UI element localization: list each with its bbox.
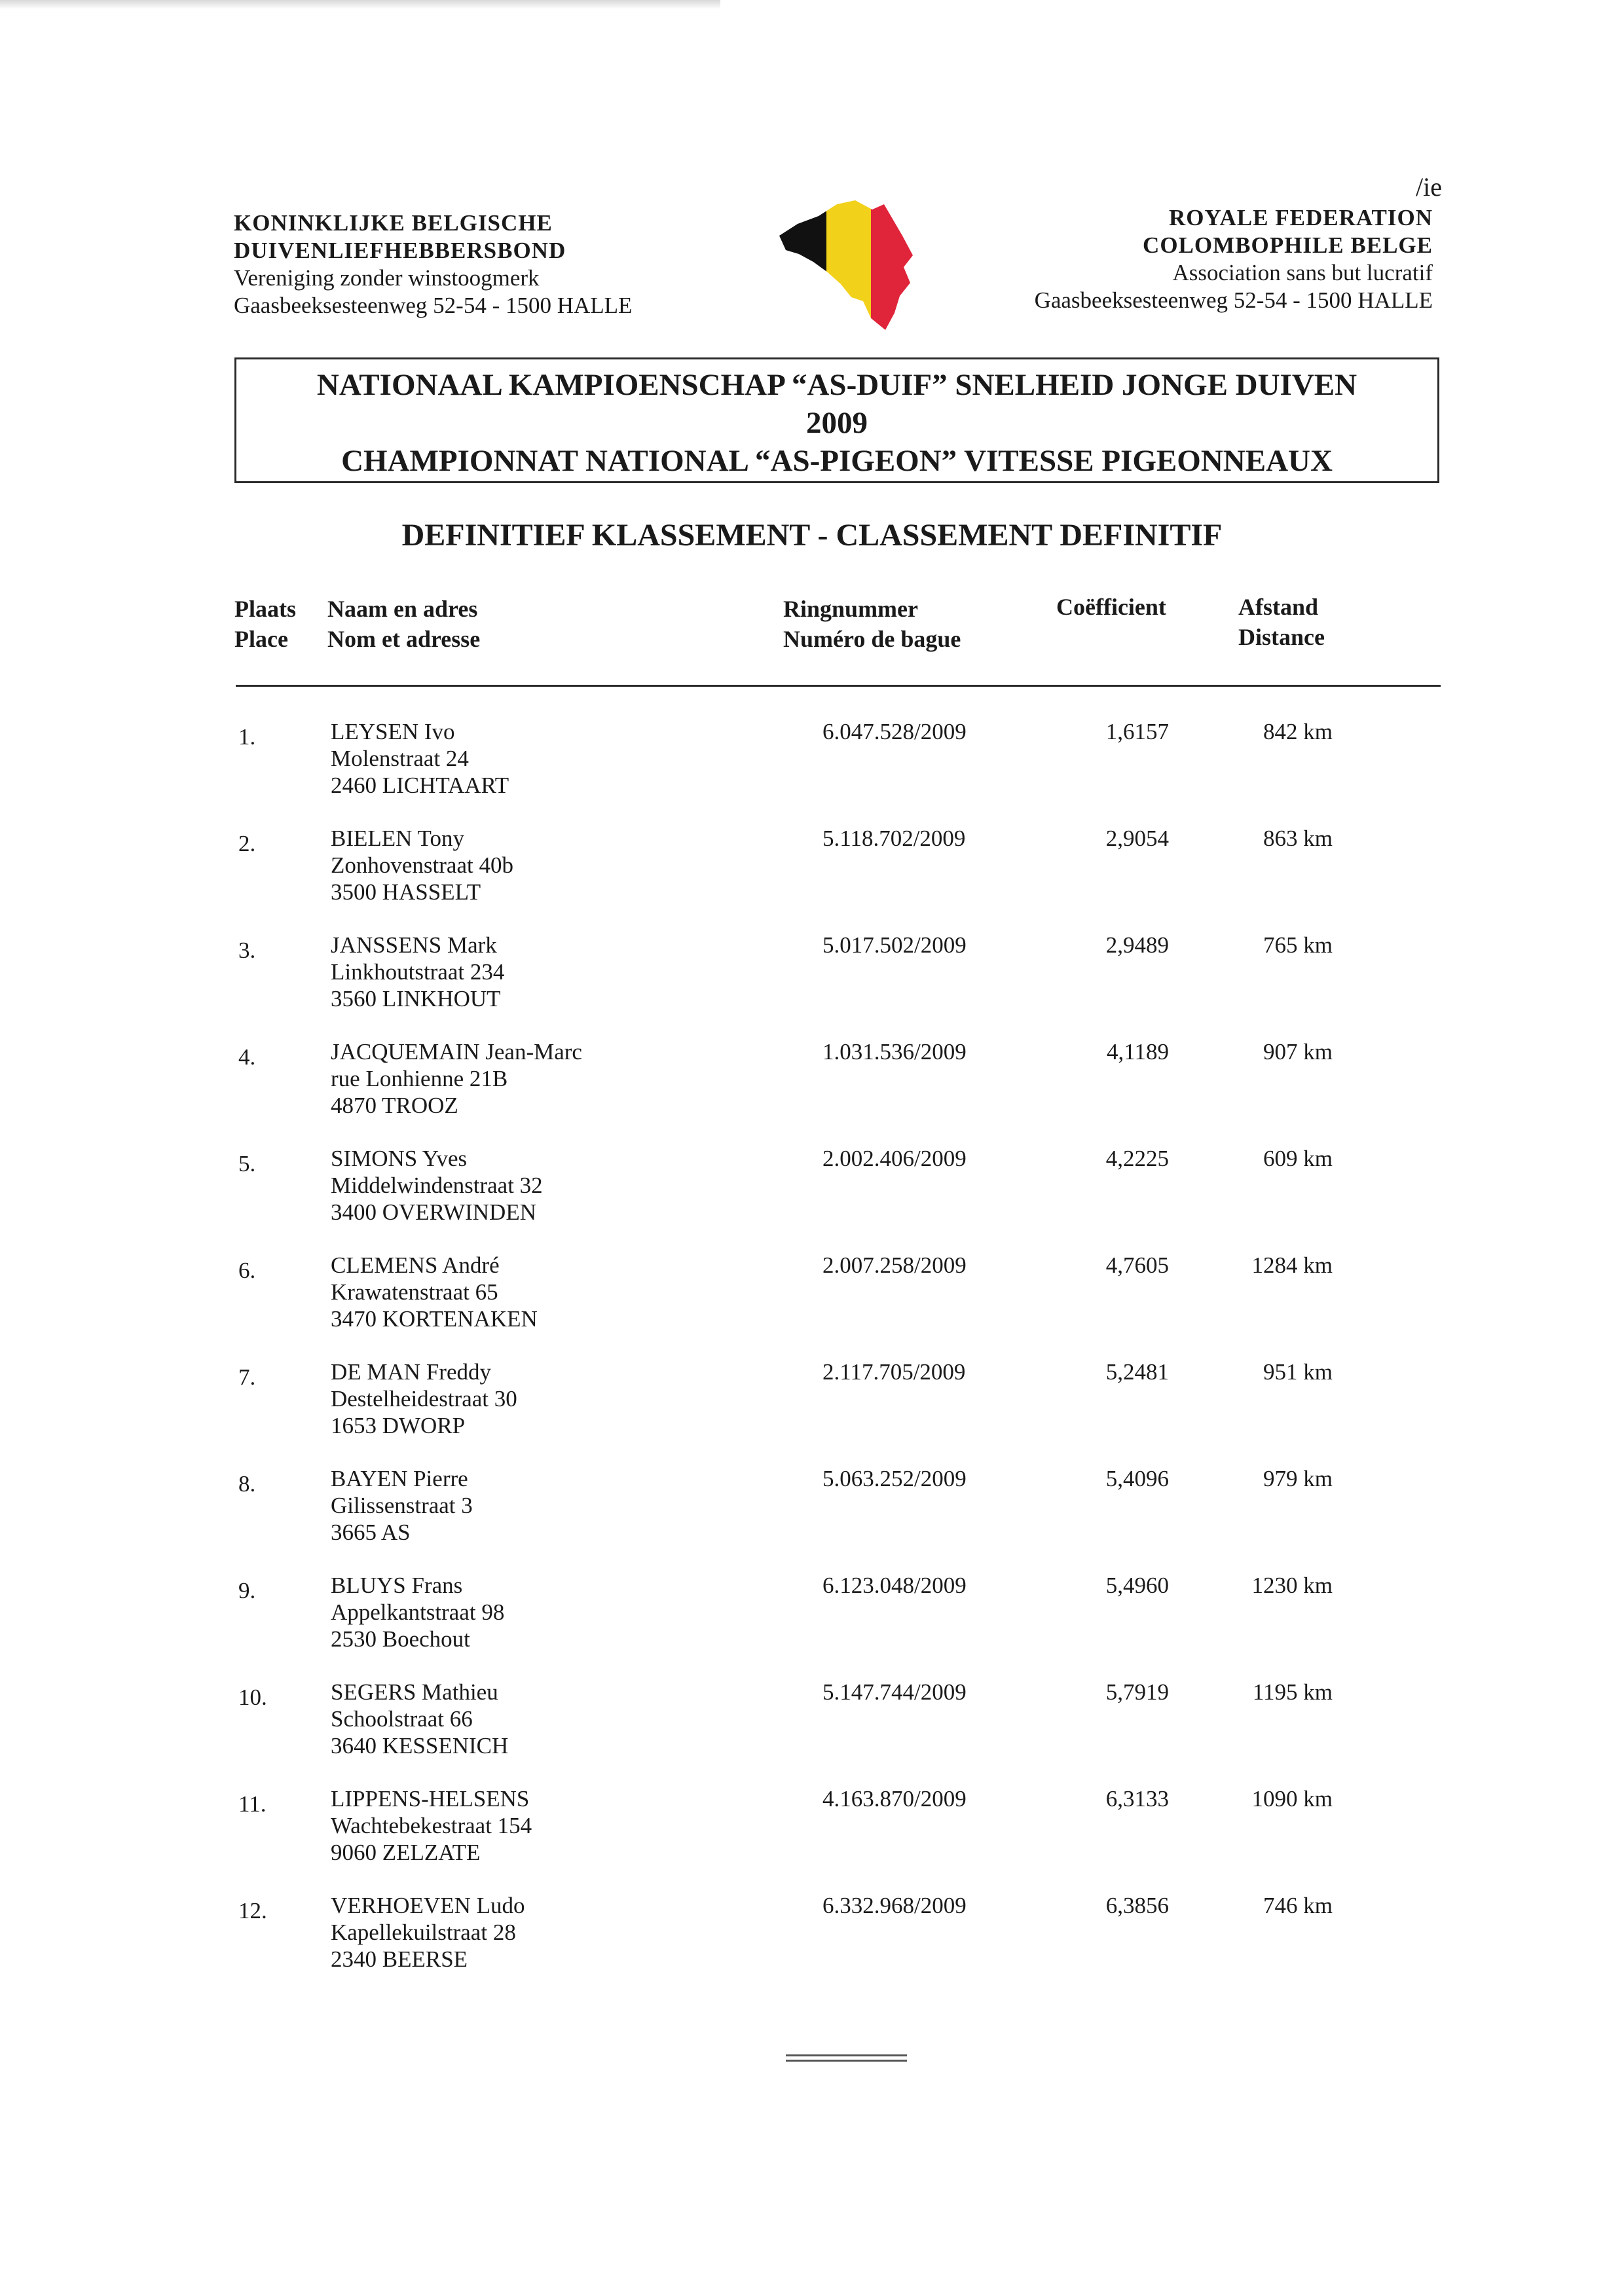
table-row — [0, 718, 1624, 823]
row-city: 2530 Boechout — [331, 1626, 470, 1652]
row-coefficient: 4,7605 — [1105, 1252, 1169, 1278]
row-city: 3500 HASSELT — [331, 879, 481, 905]
org-right-name-line1: ROYALE FEDERATION — [1168, 205, 1433, 230]
row-distance: 1284 km — [1251, 1252, 1333, 1278]
row-name: BIELEN Tony — [331, 826, 464, 851]
scan-edge-shadow — [0, 0, 720, 9]
org-right-address: Gaasbeeksesteenweg 52-54 - 1500 HALLE — [1034, 287, 1433, 313]
row-ring-number: 5.017.502/2009 — [822, 932, 967, 958]
row-name-address — [331, 932, 504, 1012]
row-place: 1. — [238, 724, 256, 750]
row-coefficient: 5,2481 — [1105, 1359, 1169, 1385]
row-distance: 746 km — [1263, 1893, 1333, 1918]
row-street: Gilissenstraat 3 — [331, 1493, 473, 1518]
row-coefficient: 5,4960 — [1105, 1573, 1169, 1598]
org-left-name-line1: KONINKLIJKE BELGISCHE — [234, 210, 553, 236]
row-name-address — [331, 825, 513, 905]
table-row — [0, 1038, 1624, 1143]
header-ring-nl: Ringnummer — [783, 596, 918, 622]
row-distance: 1230 km — [1251, 1573, 1333, 1598]
org-left-name-line2: DUIVENLIEFHEBBERSBOND — [234, 238, 566, 263]
row-city: 2460 LICHTAART — [331, 773, 509, 798]
row-place: 3. — [238, 938, 256, 963]
row-name: BLUYS Frans — [331, 1573, 463, 1598]
row-coefficient: 6,3133 — [1105, 1786, 1169, 1812]
header-distance-fr: Distance — [1238, 624, 1325, 650]
header-divider — [236, 685, 1441, 687]
row-city: 1653 DWORP — [331, 1413, 466, 1438]
row-coefficient: 5,4096 — [1105, 1466, 1169, 1491]
row-ring-number: 2.002.406/2009 — [822, 1146, 967, 1171]
header-ring-fr: Numéro de bague — [783, 626, 961, 652]
belgium-map-flag-icon — [773, 198, 930, 332]
row-distance: 765 km — [1263, 932, 1333, 958]
row-name-address — [331, 1572, 504, 1652]
row-city: 3400 OVERWINDEN — [331, 1199, 536, 1225]
row-name-address — [331, 1038, 582, 1119]
row-name: VERHOEVEN Ludo — [331, 1893, 525, 1918]
row-name-address — [331, 1145, 543, 1226]
row-coefficient: 4,1189 — [1107, 1039, 1169, 1065]
row-street: Schoolstraat 66 — [331, 1706, 473, 1732]
row-coefficient: 2,9054 — [1105, 826, 1169, 851]
table-row — [0, 1145, 1624, 1250]
row-ring-number: 1.031.536/2009 — [822, 1039, 967, 1065]
header-coefficient — [1056, 592, 1166, 622]
row-city: 2340 BEERSE — [331, 1946, 468, 1972]
row-coefficient: 1,6157 — [1105, 719, 1169, 744]
row-name-address — [331, 1679, 508, 1759]
row-place: 4. — [238, 1044, 256, 1070]
row-street: Krawatenstraat 65 — [331, 1279, 498, 1305]
table-row — [0, 825, 1624, 930]
row-place: 10. — [238, 1685, 267, 1710]
row-ring-number: 4.163.870/2009 — [822, 1786, 967, 1812]
header-name-fr: Nom et adresse — [327, 626, 481, 652]
org-right-type: Association sans but lucratif — [1172, 260, 1433, 285]
row-coefficient: 4,2225 — [1105, 1146, 1169, 1171]
row-place: 2. — [238, 831, 256, 856]
row-distance: 842 km — [1263, 719, 1333, 744]
row-city: 3470 KORTENAKEN — [331, 1306, 538, 1332]
row-distance: 863 km — [1263, 826, 1333, 851]
row-street: Destelheidestraat 30 — [331, 1386, 517, 1412]
row-coefficient: 6,3856 — [1105, 1893, 1169, 1918]
reference-code: /ie — [1416, 172, 1442, 202]
row-ring-number: 2.117.705/2009 — [822, 1359, 966, 1385]
row-name: LEYSEN Ivo — [331, 719, 455, 744]
org-right-block — [1035, 204, 1433, 314]
row-name: SIMONS Yves — [331, 1146, 468, 1171]
title-dutch: NATIONAAL KAMPIOENSCHAP “AS-DUIF” SNELHEID JONGE DUIVEN — [316, 368, 1357, 402]
row-street: Molenstraat 24 — [331, 746, 469, 771]
table-row — [0, 932, 1624, 1036]
row-name: CLEMENS André — [331, 1252, 500, 1278]
end-of-list-divider — [786, 2054, 907, 2062]
row-distance: 1195 km — [1252, 1679, 1333, 1705]
row-name: SEGERS Mathieu — [331, 1679, 498, 1705]
row-city: 3665 AS — [331, 1520, 411, 1545]
header-place — [234, 594, 296, 654]
header-name — [327, 594, 480, 654]
header-distance — [1238, 592, 1325, 652]
row-place: 6. — [238, 1258, 256, 1283]
row-distance: 951 km — [1263, 1359, 1333, 1385]
header-place-nl: Plaats — [234, 596, 296, 622]
row-ring-number: 5.118.702/2009 — [822, 826, 966, 851]
classification-subtitle: DEFINITIEF KLASSEMENT - CLASSEMENT DEFINITIF — [401, 518, 1223, 553]
row-distance: 1090 km — [1251, 1786, 1333, 1812]
table-row — [0, 1892, 1624, 1997]
header-distance-nl: Afstand — [1238, 594, 1319, 620]
row-name-address — [331, 718, 509, 799]
table-row — [0, 1358, 1624, 1463]
row-city: 4870 TROOZ — [331, 1093, 458, 1118]
championship-title-box — [234, 357, 1439, 483]
header-ring — [783, 594, 961, 654]
row-name: LIPPENS-HELSENS — [331, 1786, 530, 1812]
row-ring-number: 6.047.528/2009 — [822, 719, 967, 744]
row-ring-number: 5.063.252/2009 — [822, 1466, 967, 1491]
row-place: 8. — [238, 1471, 256, 1497]
header-name-nl: Naam en adres — [327, 596, 478, 622]
row-distance: 979 km — [1263, 1466, 1333, 1491]
row-distance: 609 km — [1263, 1146, 1333, 1171]
title-french: CHAMPIONNAT NATIONAL “AS-PIGEON” VITESSE PIGEONNEAUX — [341, 444, 1333, 478]
row-street: rue Lonhienne 21B — [331, 1066, 508, 1091]
row-name-address — [331, 1785, 532, 1866]
header-coefficient-label: Coëfficient — [1056, 594, 1166, 620]
row-name: JACQUEMAIN Jean-Marc — [331, 1039, 582, 1065]
row-street: Zonhovenstraat 40b — [331, 852, 513, 878]
row-name-address — [331, 1252, 538, 1332]
row-name: JANSSENS Mark — [331, 932, 497, 958]
row-ring-number: 5.147.744/2009 — [822, 1679, 967, 1705]
row-name-address — [331, 1892, 525, 1973]
row-ring-number: 2.007.258/2009 — [822, 1252, 967, 1278]
row-coefficient: 2,9489 — [1105, 932, 1169, 958]
org-left-type: Vereniging zonder winstoogmerk — [234, 265, 540, 291]
row-city: 3560 LINKHOUT — [331, 986, 501, 1011]
table-row — [0, 1252, 1624, 1357]
row-ring-number: 6.123.048/2009 — [822, 1573, 967, 1598]
row-name-address — [331, 1465, 473, 1546]
org-left-block — [234, 210, 632, 319]
row-street: Middelwindenstraat 32 — [331, 1173, 543, 1198]
title-year: 2009 — [806, 406, 868, 440]
row-place: 11. — [238, 1791, 267, 1817]
row-street: Kapellekuilstraat 28 — [331, 1920, 516, 1945]
row-street: Linkhoutstraat 234 — [331, 959, 505, 985]
row-place: 5. — [238, 1151, 256, 1176]
row-city: 3640 KESSENICH — [331, 1733, 509, 1758]
org-left-address: Gaasbeeksesteenweg 52-54 - 1500 HALLE — [234, 293, 633, 318]
row-street: Appelkantstraat 98 — [331, 1599, 505, 1625]
org-right-name-line2: COLOMBOPHILE BELGE — [1143, 232, 1433, 258]
row-name-address — [331, 1358, 517, 1439]
row-place: 9. — [238, 1578, 256, 1603]
row-street: Wachtebekestraat 154 — [331, 1813, 532, 1838]
table-row — [0, 1785, 1624, 1890]
row-city: 9060 ZELZATE — [331, 1840, 481, 1865]
row-distance: 907 km — [1263, 1039, 1333, 1065]
table-row — [0, 1679, 1624, 1783]
header-place-fr: Place — [234, 626, 288, 652]
row-name: DE MAN Freddy — [331, 1359, 491, 1385]
row-ring-number: 6.332.968/2009 — [822, 1893, 967, 1918]
row-name: BAYEN Pierre — [331, 1466, 468, 1491]
table-row — [0, 1572, 1624, 1677]
row-place: 7. — [238, 1364, 256, 1390]
row-coefficient: 5,7919 — [1105, 1679, 1169, 1705]
row-place: 12. — [238, 1898, 267, 1923]
table-row — [0, 1465, 1624, 1570]
